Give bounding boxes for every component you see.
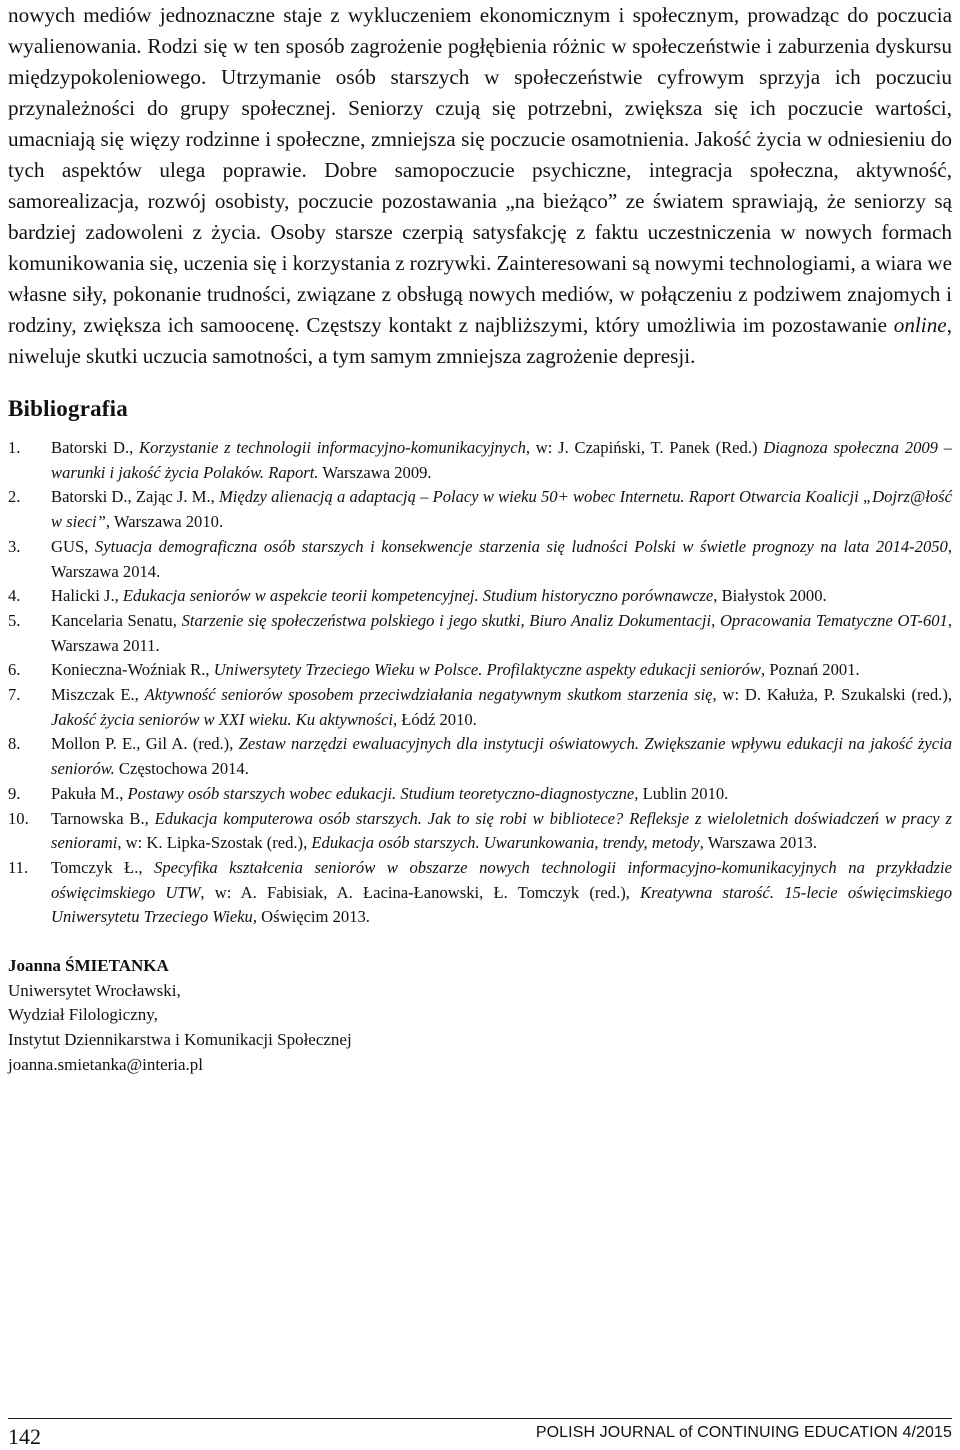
- bib-item-source: w: D. Kałuża, P. Szukalski (red.),: [716, 685, 953, 705]
- footer-divider: [8, 1418, 952, 1419]
- bib-item-author: Batorski D., Zając J. M.,: [51, 487, 219, 507]
- bibliography-item: [8, 856, 952, 930]
- bib-item-title: Sytuacja demograficzna osób starszych i konsekwencje starzenia się ludności Polski w świetle prognozy na lata 2014-2050: [94, 536, 948, 556]
- bibliography-item: [8, 485, 952, 534]
- bib-item-author: Tarnowska B.,: [51, 808, 155, 828]
- bib-item-title: Edukacja seniorów w aspekcie teorii kompetencyjnej. Studium historyczno porównawcze: [122, 586, 714, 606]
- bib-item-subtitle: Jakość życia seniorów w XXI wieku. Ku aktywności: [51, 709, 393, 729]
- author-name: Joanna ŚMIETANKA: [8, 956, 169, 976]
- body-text-part2: , niweluje skutki uczucia samotności, a tym samym zmniejsza zagrożenie depresji.: [8, 313, 952, 368]
- bibliography-item: [8, 535, 952, 584]
- bibliography-item: [8, 807, 952, 856]
- bib-item-number: 4.: [8, 586, 21, 606]
- body-text-part1: nowych mediów jednoznaczne staje z wykluczeniem ekonomicznym i społecznym, prowadząc do poczucia wyalienowania. Rodzi się w ten sposób zagrożenie pogłębienia różnic w społeczeństwie i zaburzenia dyskursu międzypokoleniowego. Utrzymanie osób starszych w społeczeństwie cyfrowym sprzyja ich poczuciu przynależności do grupy społecznej. Seniorzy czują się potrzebni, zwiększa się ich poczucie wartości, umacniają się więzy rodzinne i społeczne, zmniejsza się poczucie osamotnienia. Jakość życia w odniesieniu do tych aspektów ulega poprawie. Dobre samopoczucie psychiczne, integracja społeczna, aktywność, samorealizacja, rozwój osobisty, poczucie pozostawania „na bieżąco” ze światem sprawiają, że seniorzy są bardziej zadowoleni z życia. Osoby starsze czerpią satysfakcję z faktu uczestniczenia w nowych formach komunikowania się, uczenia się i korzystania z rozrywki. Zainteresowani są nowymi technologiami, a wiara we własne siły, pokonanie trudności, związane z obsługą nowych mediów, w połączeniu z podziwem znajomych i rodziny, zwiększa ich samoocenę. Częstszy kontakt z najbliższymi, który umożliwia im pozostawanie: [8, 3, 952, 337]
- bib-item-title: Postawy osób starszych wobec edukacji. Studium teoretyczno-diagnostyczne,: [127, 783, 639, 803]
- document-page: [8, 0, 952, 1450]
- bib-item-source: , w: K. Lipka-Szostak (red.),: [117, 833, 312, 853]
- bibliography-item: [8, 584, 952, 609]
- bib-item-subtitle: Diagnoza społeczna 2009 – warunki i jakość życia Polaków. Raport.: [51, 438, 953, 482]
- bib-item-author: Mollon P. E., Gil A. (red.),: [51, 734, 239, 754]
- bibliography-list: [8, 436, 952, 930]
- body-paragraph: [8, 0, 952, 372]
- bibliography-heading: Bibliografia: [8, 396, 128, 421]
- author-affiliation-faculty: Wydział Filologiczny,: [8, 1005, 158, 1025]
- bibliography-item: [8, 683, 952, 732]
- bib-item-number: 6.: [8, 660, 21, 680]
- bib-item-title: Edukacja komputerowa osób starszych. Jak to się robi w bibliotece? Refleksje z wieloletnich doświadczeń w pracy z seniorami: [51, 808, 952, 853]
- bib-item-subtitle: Kreatywna starość. 15-lecie oświęcimskiego Uniwersytetu Trzeciego Wieku,: [51, 882, 952, 927]
- bib-item-author: Miszczak E.,: [51, 685, 145, 705]
- bibliography-item: [8, 436, 952, 485]
- bib-item-author: Halicki J.,: [51, 586, 123, 606]
- bib-item-author: Tomczyk Ł.,: [51, 857, 155, 877]
- author-affiliation-university: Uniwersytet Wrocławski,: [8, 980, 181, 1000]
- bib-item-author: Pakuła M.,: [51, 783, 128, 803]
- bib-item-number: 10.: [8, 808, 29, 828]
- bib-item-place: , Warszawa 2013.: [699, 833, 818, 853]
- author-email[interactable]: joanna.smietanka@interia.pl: [8, 1054, 204, 1074]
- bib-item-source: , w: J. Czapiński, T. Panek (Red.): [525, 438, 764, 457]
- bib-item-source: , Poznań 2001.: [761, 660, 860, 680]
- bib-item-source: , Warszawa 2010.: [105, 512, 224, 532]
- bib-item-author: Batorski D.,: [51, 438, 140, 457]
- bibliography-item: [8, 609, 952, 658]
- bib-item-title: Korzystanie z technologii informacyjno-komunikacyjnych: [139, 438, 526, 457]
- bib-item-place: Warszawa 2009.: [318, 462, 432, 482]
- bib-item-author: Konieczna-Woźniak R.,: [51, 660, 214, 680]
- bib-item-number: 9.: [8, 783, 21, 803]
- body-text-online: online: [893, 313, 947, 337]
- bib-item-number: 8.: [8, 734, 21, 754]
- bib-item-title: Specyfika kształcenia seniorów w obszarze nowych technologii informacyjno-komunikacyjnych na przykładzie oświęcimskiego UTW: [51, 857, 952, 902]
- bibliography-item: [8, 732, 952, 781]
- bib-item-source: , Warszawa 2011.: [51, 610, 952, 655]
- bib-item-source: Lublin 2010.: [638, 783, 729, 803]
- bib-item-source: , Białystok 2000.: [713, 586, 827, 606]
- bib-item-number: 3.: [8, 536, 21, 556]
- author-block: [8, 954, 952, 1078]
- bib-item-title: Między alienacją a adaptacją – Polacy w wieku 50+ wobec Internetu. Raport Otwarcia Koalicji „Dojrz@łość w sieci”: [51, 487, 952, 532]
- bibliography-item: [8, 658, 952, 683]
- bib-item-title: Uniwersytety Trzeciego Wieku w Polsce. Profilaktyczne aspekty edukacji seniorów: [213, 660, 762, 680]
- bib-item-number: 1.: [8, 438, 21, 457]
- bib-item-number: 7.: [8, 685, 21, 705]
- bib-item-title: Starzenie się społeczeństwa polskiego i jego skutki, Biuro Analiz Dokumentacji, Opracowania Tematyczne OT-601: [181, 610, 948, 630]
- bib-item-source: , Warszawa 2014.: [51, 536, 952, 581]
- bib-item-subtitle: Edukacja osób starszych. Uwarunkowania, trendy, metody: [311, 833, 700, 853]
- bib-item-source: Częstochowa 2014.: [114, 759, 249, 779]
- bib-item-author: Kancelaria Senatu,: [51, 610, 182, 630]
- bib-item-number: 11.: [8, 857, 29, 877]
- bib-item-author: GUS,: [51, 536, 95, 556]
- page-number: 142: [8, 1424, 41, 1449]
- bib-item-place: Oświęcim 2013.: [257, 907, 370, 927]
- bib-item-title: Aktywność seniorów sposobem przeciwdziałania negatywnym skutkom starzenia się,: [144, 685, 717, 705]
- bib-item-place: , Łódź 2010.: [392, 709, 477, 729]
- bib-item-number: 5.: [8, 610, 21, 630]
- bib-item-source: , w: A. Fabisiak, A. Łacina-Łanowski, Ł. Tomczyk (red.),: [200, 882, 641, 902]
- bib-item-number: 2.: [8, 487, 21, 507]
- journal-name: POLISH JOURNAL of CONTINUING EDUCATION 4/2015: [535, 1424, 952, 1441]
- bib-item-title: Zestaw narzędzi ewaluacyjnych dla instytucji oświatowych. Zwiększanie wpływu edukacji na jakość życia seniorów.: [51, 734, 952, 779]
- bibliography-item: [8, 782, 952, 807]
- author-affiliation-institute: Instytut Dziennikarstwa i Komunikacji Społecznej: [8, 1030, 352, 1050]
